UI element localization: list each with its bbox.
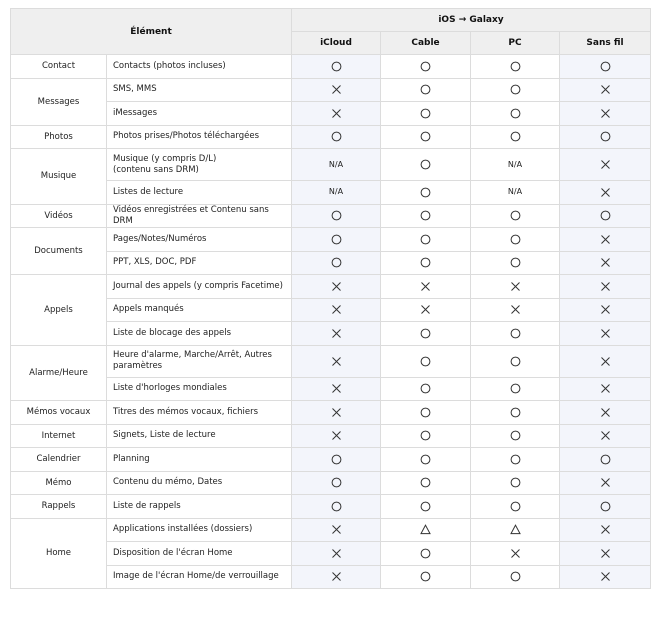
column-header-cable: Cable bbox=[381, 32, 471, 55]
circle-icon bbox=[510, 384, 521, 394]
value-cell bbox=[292, 448, 381, 472]
circle-icon bbox=[331, 211, 342, 221]
value-cell bbox=[560, 78, 651, 102]
cross-icon bbox=[510, 305, 521, 315]
circle-icon bbox=[600, 132, 611, 142]
value-cell bbox=[560, 298, 651, 322]
value-cell bbox=[381, 401, 471, 425]
table-body bbox=[11, 55, 651, 589]
table-row bbox=[11, 518, 651, 542]
cross-icon bbox=[331, 431, 342, 441]
cross-icon bbox=[600, 408, 611, 418]
category-cell: Mémo bbox=[11, 471, 107, 495]
value-cell bbox=[292, 345, 381, 377]
cross-icon bbox=[600, 384, 611, 394]
circle-icon bbox=[420, 502, 431, 512]
item-cell: Appels manqués bbox=[107, 298, 292, 322]
table-row bbox=[11, 204, 651, 228]
category-cell: Home bbox=[11, 518, 107, 589]
table-row bbox=[11, 78, 651, 102]
value-cell bbox=[381, 495, 471, 519]
value-cell bbox=[471, 542, 560, 566]
table-row bbox=[11, 55, 651, 79]
value-cell bbox=[560, 322, 651, 346]
triangle-icon bbox=[420, 525, 431, 535]
circle-icon bbox=[420, 431, 431, 441]
item-cell: Contacts (photos incluses) bbox=[107, 55, 292, 79]
value-cell bbox=[471, 228, 560, 252]
value-cell bbox=[381, 471, 471, 495]
table-row bbox=[11, 102, 651, 126]
value-cell bbox=[292, 55, 381, 79]
cross-icon bbox=[600, 478, 611, 488]
cross-icon bbox=[510, 549, 521, 559]
value-cell bbox=[471, 377, 560, 401]
circle-icon bbox=[510, 408, 521, 418]
item-cell: Planning bbox=[107, 448, 292, 472]
category-cell: Contact bbox=[11, 55, 107, 79]
cross-icon bbox=[600, 258, 611, 268]
value-cell bbox=[471, 275, 560, 299]
circle-icon bbox=[331, 478, 342, 488]
value-cell bbox=[560, 228, 651, 252]
item-cell: Signets, Liste de lecture bbox=[107, 424, 292, 448]
table-row bbox=[11, 565, 651, 589]
value-cell bbox=[560, 102, 651, 126]
item-cell: Pages/Notes/Numéros bbox=[107, 228, 292, 252]
column-header-icloud: iCloud bbox=[292, 32, 381, 55]
circle-icon bbox=[331, 235, 342, 245]
circle-icon bbox=[420, 211, 431, 221]
cross-icon bbox=[331, 408, 342, 418]
value-cell bbox=[471, 565, 560, 589]
value-cell bbox=[292, 149, 381, 181]
cross-icon bbox=[331, 384, 342, 394]
value-cell bbox=[471, 518, 560, 542]
value-cell bbox=[381, 345, 471, 377]
circle-icon bbox=[420, 384, 431, 394]
value-cell bbox=[560, 495, 651, 519]
value-cell bbox=[471, 448, 560, 472]
group-header: iOS → Galaxy bbox=[292, 9, 651, 32]
table-row bbox=[11, 149, 651, 181]
value-cell bbox=[292, 565, 381, 589]
circle-icon bbox=[510, 502, 521, 512]
item-cell: Disposition de l'écran Home bbox=[107, 542, 292, 566]
value-cell bbox=[560, 275, 651, 299]
value-cell bbox=[292, 471, 381, 495]
category-cell: Alarme/Heure bbox=[11, 345, 107, 401]
value-cell bbox=[292, 251, 381, 275]
cross-icon bbox=[331, 282, 342, 292]
circle-icon bbox=[510, 357, 521, 367]
value-cell bbox=[381, 298, 471, 322]
value-cell bbox=[560, 181, 651, 205]
table-row bbox=[11, 345, 651, 377]
cross-icon bbox=[600, 572, 611, 582]
na-label: N/A bbox=[507, 187, 523, 197]
value-cell bbox=[560, 55, 651, 79]
value-cell bbox=[471, 298, 560, 322]
value-cell bbox=[560, 542, 651, 566]
value-cell bbox=[381, 55, 471, 79]
circle-icon bbox=[510, 455, 521, 465]
value-cell bbox=[560, 377, 651, 401]
transfer-compatibility-table bbox=[10, 8, 651, 589]
category-cell: Mémos vocaux bbox=[11, 401, 107, 425]
value-cell bbox=[292, 102, 381, 126]
cross-icon bbox=[331, 305, 342, 315]
cross-icon bbox=[420, 282, 431, 292]
value-cell bbox=[560, 125, 651, 149]
item-cell: Liste d'horloges mondiales bbox=[107, 377, 292, 401]
table-row bbox=[11, 275, 651, 299]
item-cell: Journal des appels (y compris Facetime) bbox=[107, 275, 292, 299]
comparison-table-container bbox=[10, 8, 650, 589]
circle-icon bbox=[420, 357, 431, 367]
circle-icon bbox=[510, 478, 521, 488]
cross-icon bbox=[331, 549, 342, 559]
value-cell bbox=[471, 401, 560, 425]
table-row bbox=[11, 424, 651, 448]
value-cell bbox=[560, 345, 651, 377]
circle-icon bbox=[420, 329, 431, 339]
cross-icon bbox=[331, 109, 342, 119]
circle-icon bbox=[600, 502, 611, 512]
item-cell: Contenu du mémo, Dates bbox=[107, 471, 292, 495]
circle-icon bbox=[420, 188, 431, 198]
circle-icon bbox=[420, 455, 431, 465]
column-header-sans-fil: Sans fil bbox=[560, 32, 651, 55]
value-cell bbox=[292, 275, 381, 299]
value-cell bbox=[292, 495, 381, 519]
item-cell: Photos prises/Photos téléchargées bbox=[107, 125, 292, 149]
cross-icon bbox=[600, 329, 611, 339]
value-cell bbox=[292, 542, 381, 566]
cross-icon bbox=[600, 235, 611, 245]
category-cell: Calendrier bbox=[11, 448, 107, 472]
item-cell: Musique (y compris D/L) (contenu sans DRM) bbox=[107, 149, 292, 181]
circle-icon bbox=[420, 132, 431, 142]
value-cell bbox=[560, 251, 651, 275]
value-cell bbox=[560, 448, 651, 472]
value-cell bbox=[471, 102, 560, 126]
circle-icon bbox=[331, 258, 342, 268]
item-cell: Heure d'alarme, Marche/Arrêt, Autres paramètres bbox=[107, 345, 292, 377]
value-cell bbox=[381, 102, 471, 126]
cross-icon bbox=[331, 329, 342, 339]
table-row bbox=[11, 228, 651, 252]
value-cell bbox=[471, 424, 560, 448]
cross-icon bbox=[600, 431, 611, 441]
value-cell bbox=[381, 275, 471, 299]
value-cell bbox=[471, 345, 560, 377]
cross-icon bbox=[600, 188, 611, 198]
circle-icon bbox=[510, 258, 521, 268]
circle-icon bbox=[510, 211, 521, 221]
category-cell: Rappels bbox=[11, 495, 107, 519]
value-cell bbox=[292, 125, 381, 149]
circle-icon bbox=[510, 572, 521, 582]
item-cell: Titres des mémos vocaux, fichiers bbox=[107, 401, 292, 425]
cross-icon bbox=[331, 85, 342, 95]
value-cell bbox=[292, 401, 381, 425]
cross-icon bbox=[600, 160, 611, 170]
value-cell bbox=[292, 298, 381, 322]
item-cell: SMS, MMS bbox=[107, 78, 292, 102]
circle-icon bbox=[420, 85, 431, 95]
value-cell bbox=[381, 125, 471, 149]
value-cell bbox=[292, 322, 381, 346]
value-cell bbox=[381, 565, 471, 589]
na-label: N/A bbox=[507, 159, 523, 169]
value-cell bbox=[381, 204, 471, 228]
cross-icon bbox=[420, 305, 431, 315]
value-cell bbox=[560, 204, 651, 228]
table-row bbox=[11, 448, 651, 472]
circle-icon bbox=[420, 478, 431, 488]
cross-icon bbox=[600, 357, 611, 367]
circle-icon bbox=[510, 329, 521, 339]
na-label: N/A bbox=[328, 187, 344, 197]
cross-icon bbox=[600, 85, 611, 95]
category-cell: Musique bbox=[11, 149, 107, 205]
table-row bbox=[11, 181, 651, 205]
value-cell bbox=[471, 204, 560, 228]
circle-icon bbox=[420, 160, 431, 170]
circle-icon bbox=[331, 502, 342, 512]
table-row bbox=[11, 542, 651, 566]
circle-icon bbox=[420, 408, 431, 418]
circle-icon bbox=[420, 549, 431, 559]
cross-icon bbox=[331, 572, 342, 582]
circle-icon bbox=[510, 85, 521, 95]
value-cell bbox=[560, 518, 651, 542]
item-cell: Vidéos enregistrées et Contenu sans DRM bbox=[107, 204, 292, 228]
circle-icon bbox=[600, 211, 611, 221]
circle-icon bbox=[510, 62, 521, 72]
cross-icon bbox=[331, 357, 342, 367]
circle-icon bbox=[420, 235, 431, 245]
circle-icon bbox=[510, 431, 521, 441]
value-cell bbox=[471, 471, 560, 495]
category-cell: Messages bbox=[11, 78, 107, 125]
item-cell: Liste de blocage des appels bbox=[107, 322, 292, 346]
table-row bbox=[11, 298, 651, 322]
value-cell bbox=[471, 125, 560, 149]
triangle-icon bbox=[510, 525, 521, 535]
table-row bbox=[11, 495, 651, 519]
circle-icon bbox=[420, 109, 431, 119]
category-cell: Vidéos bbox=[11, 204, 107, 228]
value-cell bbox=[381, 424, 471, 448]
value-cell bbox=[381, 78, 471, 102]
value-cell bbox=[471, 322, 560, 346]
element-header: Élément bbox=[11, 9, 292, 55]
table-row bbox=[11, 125, 651, 149]
value-cell bbox=[560, 424, 651, 448]
value-cell bbox=[381, 149, 471, 181]
cross-icon bbox=[600, 305, 611, 315]
cross-icon bbox=[331, 525, 342, 535]
na-label: N/A bbox=[328, 159, 344, 169]
item-cell: PPT, XLS, DOC, PDF bbox=[107, 251, 292, 275]
item-cell: Image de l'écran Home/de verrouillage bbox=[107, 565, 292, 589]
category-cell: Internet bbox=[11, 424, 107, 448]
value-cell bbox=[292, 228, 381, 252]
category-cell: Appels bbox=[11, 275, 107, 346]
value-cell bbox=[471, 251, 560, 275]
value-cell bbox=[381, 228, 471, 252]
value-cell bbox=[292, 424, 381, 448]
circle-icon bbox=[420, 62, 431, 72]
table-row bbox=[11, 471, 651, 495]
table-row bbox=[11, 377, 651, 401]
table-row bbox=[11, 322, 651, 346]
value-cell bbox=[292, 78, 381, 102]
value-cell bbox=[471, 495, 560, 519]
cross-icon bbox=[600, 282, 611, 292]
circle-icon bbox=[420, 572, 431, 582]
category-cell: Photos bbox=[11, 125, 107, 149]
cross-icon bbox=[600, 525, 611, 535]
value-cell bbox=[381, 542, 471, 566]
circle-icon bbox=[600, 62, 611, 72]
item-cell: Listes de lecture bbox=[107, 181, 292, 205]
value-cell bbox=[471, 149, 560, 181]
cross-icon bbox=[510, 282, 521, 292]
value-cell bbox=[381, 181, 471, 205]
table-row bbox=[11, 401, 651, 425]
circle-icon bbox=[510, 132, 521, 142]
value-cell bbox=[560, 149, 651, 181]
table-header bbox=[11, 9, 651, 55]
value-cell bbox=[471, 181, 560, 205]
circle-icon bbox=[510, 235, 521, 245]
value-cell bbox=[560, 565, 651, 589]
category-cell: Documents bbox=[11, 228, 107, 275]
circle-icon bbox=[331, 62, 342, 72]
circle-icon bbox=[331, 132, 342, 142]
table-row bbox=[11, 251, 651, 275]
value-cell bbox=[292, 377, 381, 401]
value-cell bbox=[381, 322, 471, 346]
cross-icon bbox=[600, 109, 611, 119]
value-cell bbox=[292, 181, 381, 205]
value-cell bbox=[381, 518, 471, 542]
circle-icon bbox=[510, 109, 521, 119]
value-cell bbox=[560, 401, 651, 425]
column-header-pc: PC bbox=[471, 32, 560, 55]
item-cell: iMessages bbox=[107, 102, 292, 126]
value-cell bbox=[381, 251, 471, 275]
value-cell bbox=[292, 204, 381, 228]
item-cell: Liste de rappels bbox=[107, 495, 292, 519]
value-cell bbox=[381, 448, 471, 472]
circle-icon bbox=[331, 455, 342, 465]
circle-icon bbox=[420, 258, 431, 268]
cross-icon bbox=[600, 549, 611, 559]
value-cell bbox=[471, 55, 560, 79]
value-cell bbox=[560, 471, 651, 495]
item-cell: Applications installées (dossiers) bbox=[107, 518, 292, 542]
value-cell bbox=[381, 377, 471, 401]
value-cell bbox=[471, 78, 560, 102]
value-cell bbox=[292, 518, 381, 542]
circle-icon bbox=[600, 455, 611, 465]
